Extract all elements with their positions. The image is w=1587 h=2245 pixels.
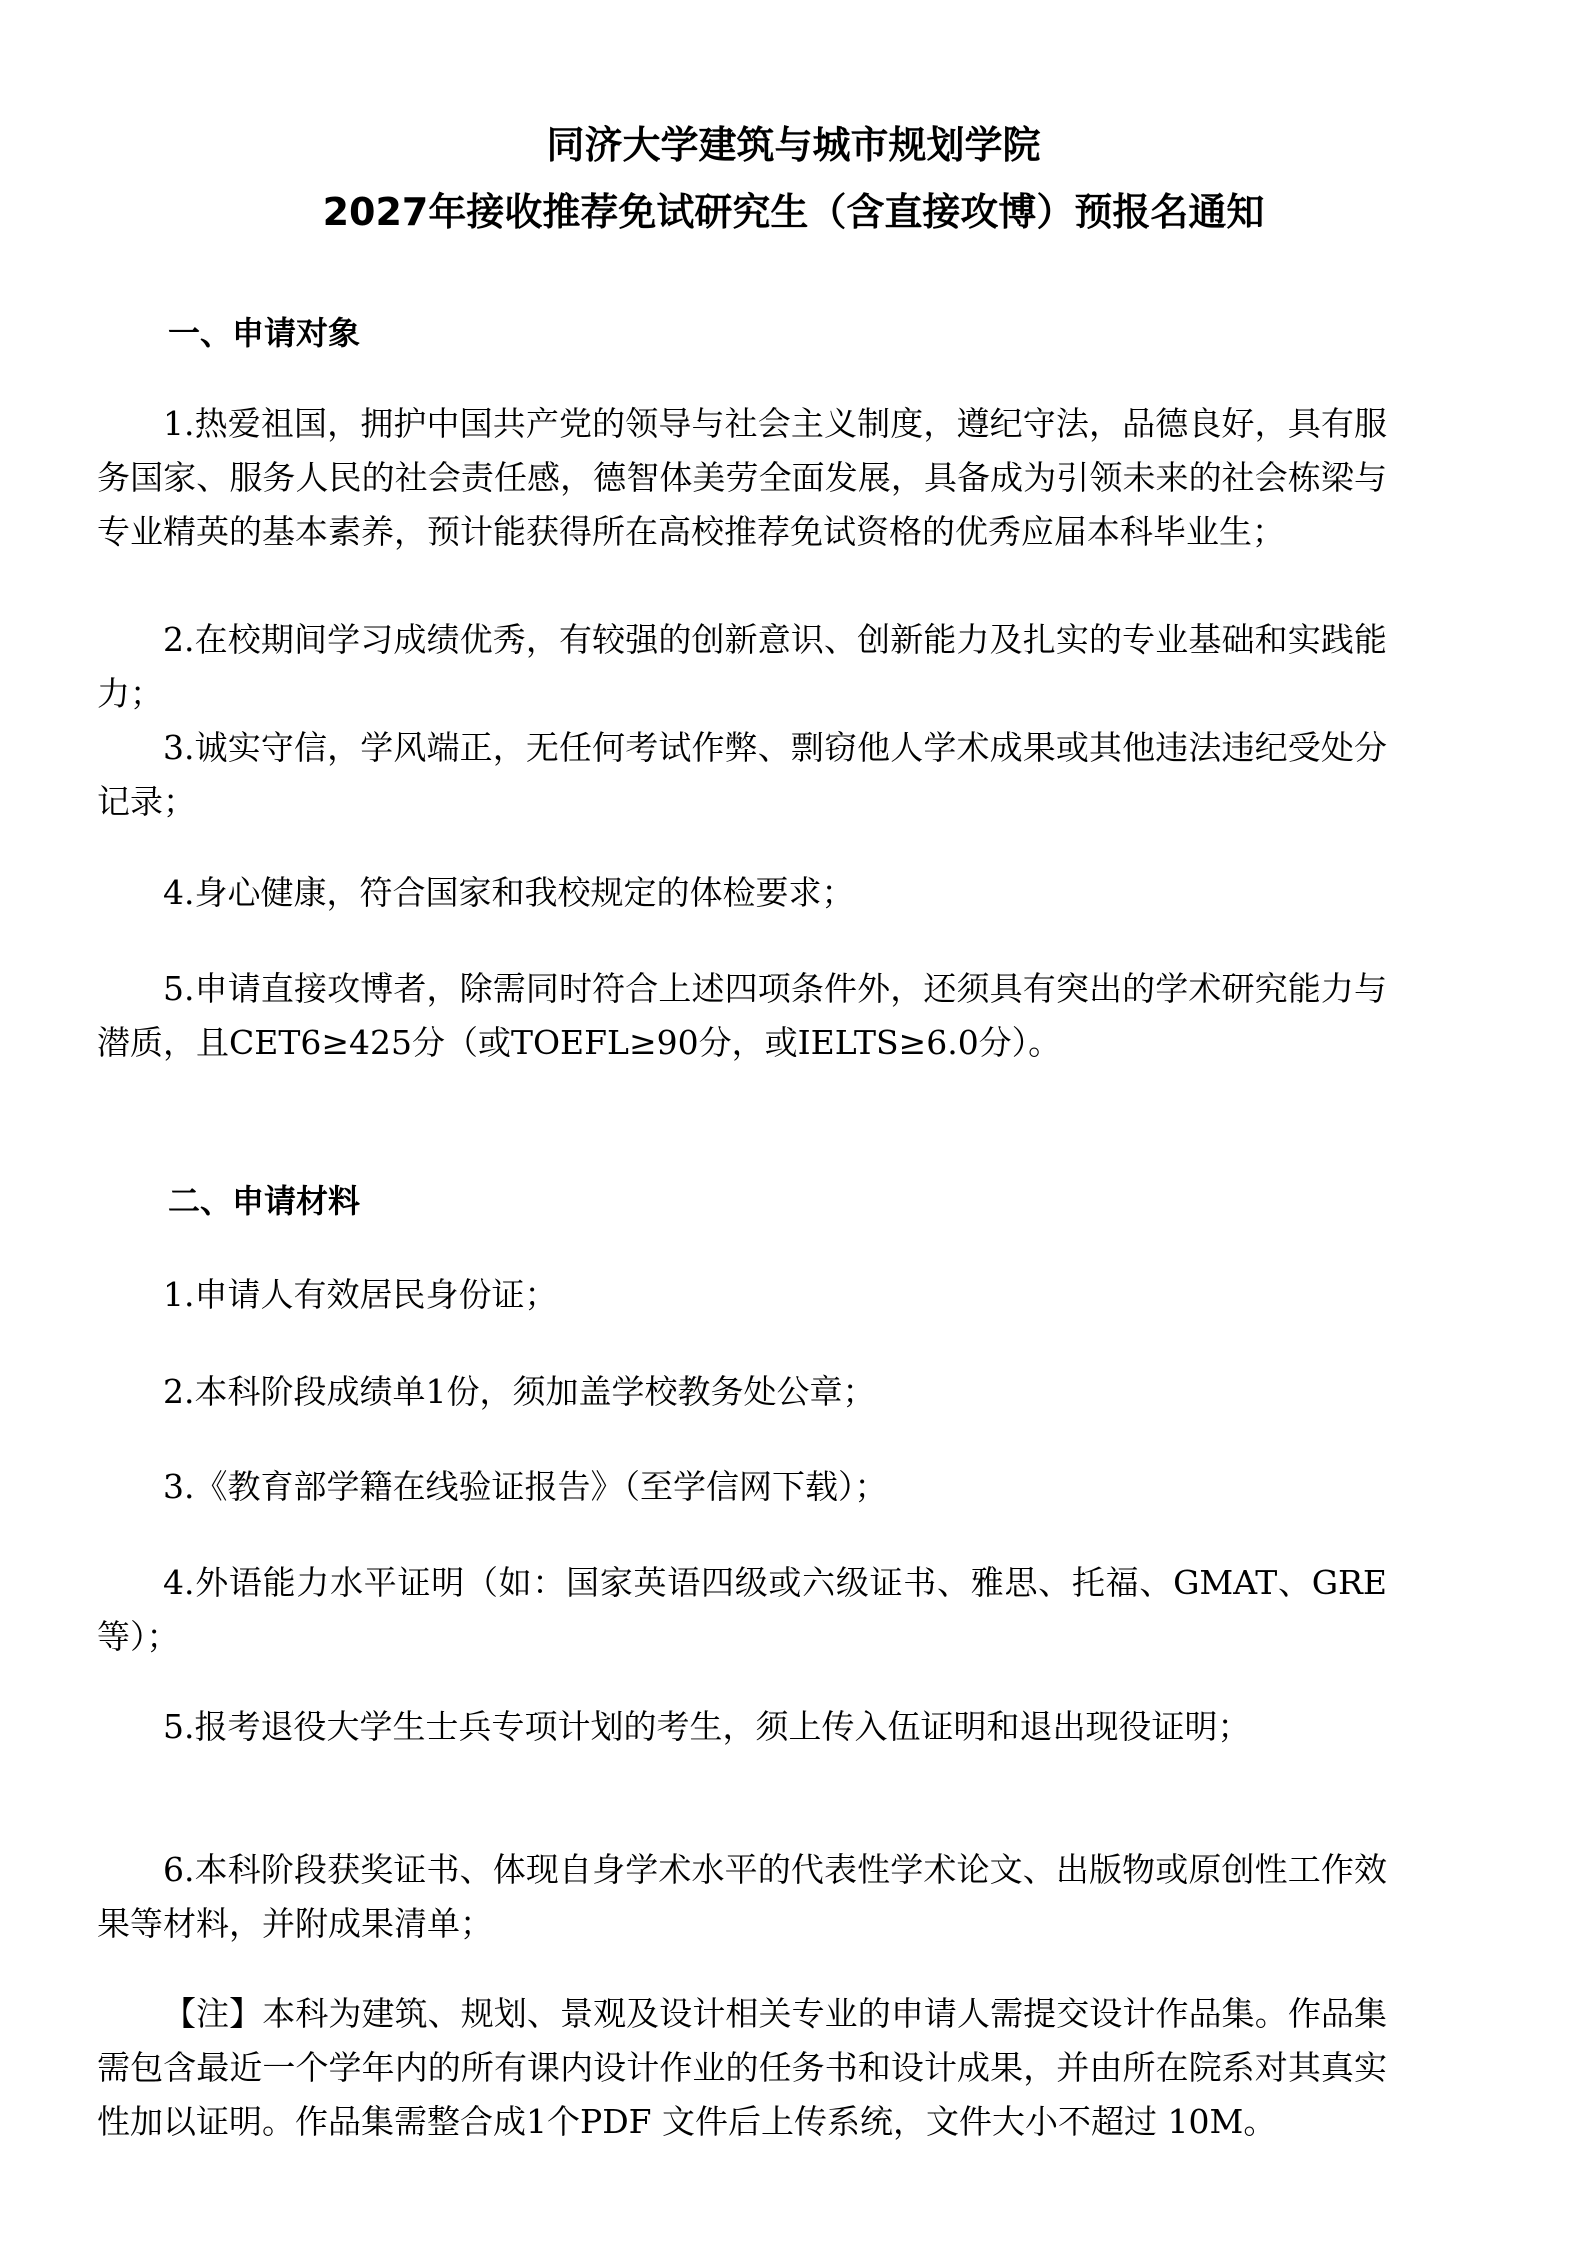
applicant-requirement-4: 4.身心健康，符合国家和我校规定的体检要求；	[163, 873, 855, 912]
material-item-5: 5.报考退役大学生士兵专项计划的考生，须上传入伍证明和退出现役证明；	[163, 1707, 1251, 1746]
material-item-6: 6.本科阶段获奖证书、体现自身学术水平的代表性学术论文、出版物或原创性工作效果等材料，并附成果清单；	[97, 1850, 1387, 1943]
applicant-requirement-2: 2.在校期间学习成绩优秀，有较强的创新意识、创新能力及扎实的专业基础和实践能力；	[97, 620, 1387, 713]
document-title-line1: 同济大学建筑与城市规划学院	[546, 123, 1041, 167]
document-title-line2: 2027年接收推荐免试研究生（含直接攻博）预报名通知	[322, 190, 1265, 234]
applicant-requirement-3: 3.诚实守信，学风端正，无任何考试作弊、剽窃他人学术成果或其他违法违纪受处分记录；	[97, 728, 1387, 821]
material-item-4: 4.外语能力水平证明（如：国家英语四级或六级证书、雅思、托福、GMAT、GRE 等）；	[97, 1563, 1387, 1656]
section-heading-applicants: 一、申请对象	[168, 314, 361, 352]
material-item-1: 1.申请人有效居民身份证；	[163, 1275, 558, 1314]
material-item-2: 2.本科阶段成绩单1份，须加盖学校教务处公章；	[163, 1372, 876, 1411]
material-note: 【注】本科为建筑、规划、景观及设计相关专业的申请人需提交设计作品集。作品集需包含最近一个学年内的所有课内设计作业的任务书和设计成果，并由所在院系对其真实性加以证明。作品集需整合成1个PDF 文件后上传系统，文件大小不超过 10M。	[97, 1994, 1387, 2141]
applicant-requirement-5: 5.申请直接攻博者，除需同时符合上述四项条件外，还须具有突出的学术研究能力与潜质，且CET6≥425分（或TOEFL≥90分，或IELTS≥6.0分）。	[97, 969, 1387, 1062]
applicant-requirement-1: 1.热爱祖国，拥护中国共产党的领导与社会主义制度，遵纪守法，品德良好，具有服务国家、服务人民的社会责任感，德智体美劳全面发展，具备成为引领未来的社会栋梁与专业精英的基本素养，预计能获得所在高校推荐免试资格的优秀应届本科毕业生；	[97, 404, 1387, 551]
material-item-3: 3.《教育部学籍在线验证报告》（至学信网下载）；	[163, 1467, 888, 1506]
section-heading-materials: 二、申请材料	[168, 1182, 361, 1220]
